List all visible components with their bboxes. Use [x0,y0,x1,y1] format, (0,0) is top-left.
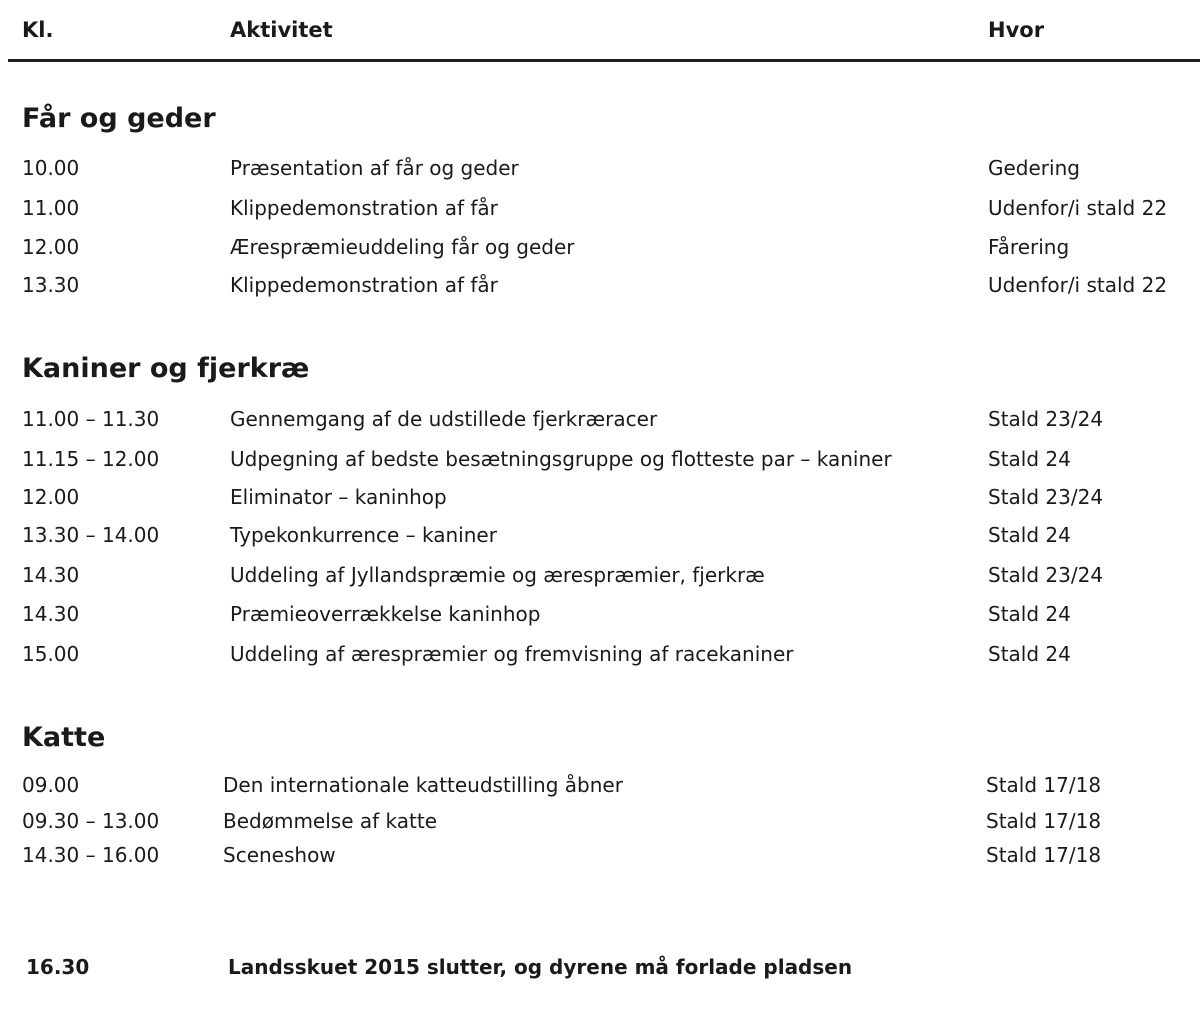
cell-time: 09.00 [22,773,80,797]
cell-activity: Typekonkurrence – kaniner [230,523,497,547]
cell-time: 14.30 [22,602,80,626]
cell-where: Gedering [988,156,1080,180]
cell-time: 11.15 – 12.00 [22,447,160,471]
cell-where: Stald 17/18 [986,843,1102,867]
cell-activity: Klippedemonstration af får [230,196,498,220]
cell-time: 10.00 [22,156,80,180]
cell-activity: Eliminator – kaninhop [230,485,447,509]
cell-time: 09.30 – 13.00 [22,809,160,833]
cell-where: Stald 23/24 [988,485,1104,509]
cell-activity: Klippedemonstration af får [230,273,498,297]
cell-time: 13.30 [22,273,80,297]
cell-activity: Præmieoverrækkelse kaninhop [230,602,541,626]
cell-where: Stald 17/18 [986,809,1102,833]
cell-time: 12.00 [22,235,80,259]
cell-activity: Ærespræmieuddeling får og geder [230,235,575,259]
cell-where: Stald 24 [988,447,1071,471]
header-divider [8,59,1200,62]
section-heading: Kaniner og fjerkræ [22,353,310,384]
cell-activity: Uddeling af ærespræmier og fremvisning af racekaniner [230,642,794,666]
cell-time: 15.00 [22,642,80,666]
column-header-time: Kl. [22,18,54,42]
closing-time: 16.30 [26,955,90,979]
cell-activity: Udpegning af bedste besætningsgruppe og flotteste par – kaniner [230,447,892,471]
cell-time: 11.00 – 11.30 [22,407,160,431]
cell-time: 14.30 [22,563,80,587]
cell-where: Udenfor/i stald 22 [988,196,1168,220]
cell-time: 11.00 [22,196,80,220]
cell-activity: Sceneshow [223,843,336,867]
column-header-where: Hvor [988,18,1045,42]
cell-where: Stald 24 [988,642,1071,666]
cell-where: Stald 24 [988,523,1071,547]
cell-activity: Uddeling af Jyllandspræmie og ærespræmier, fjerkræ [230,563,765,587]
cell-time: 14.30 – 16.00 [22,843,160,867]
cell-where: Stald 24 [988,602,1071,626]
cell-activity: Gennemgang af de udstillede fjerkræracer [230,407,658,431]
cell-where: Udenfor/i stald 22 [988,273,1168,297]
cell-where: Fårering [988,235,1070,259]
section-heading: Får og geder [22,103,216,134]
cell-activity: Den internationale katteudstilling åbner [223,773,623,797]
cell-where: Stald 23/24 [988,407,1104,431]
cell-time: 13.30 – 14.00 [22,523,160,547]
section-heading: Katte [22,722,106,753]
cell-activity: Præsentation af får og geder [230,156,519,180]
column-header-activity: Aktivitet [230,18,333,42]
cell-activity: Bedømmelse af katte [223,809,437,833]
cell-where: Stald 23/24 [988,563,1104,587]
cell-where: Stald 17/18 [986,773,1102,797]
closing-activity: Landsskuet 2015 slutter, og dyrene må forlade pladsen [228,955,853,979]
cell-time: 12.00 [22,485,80,509]
